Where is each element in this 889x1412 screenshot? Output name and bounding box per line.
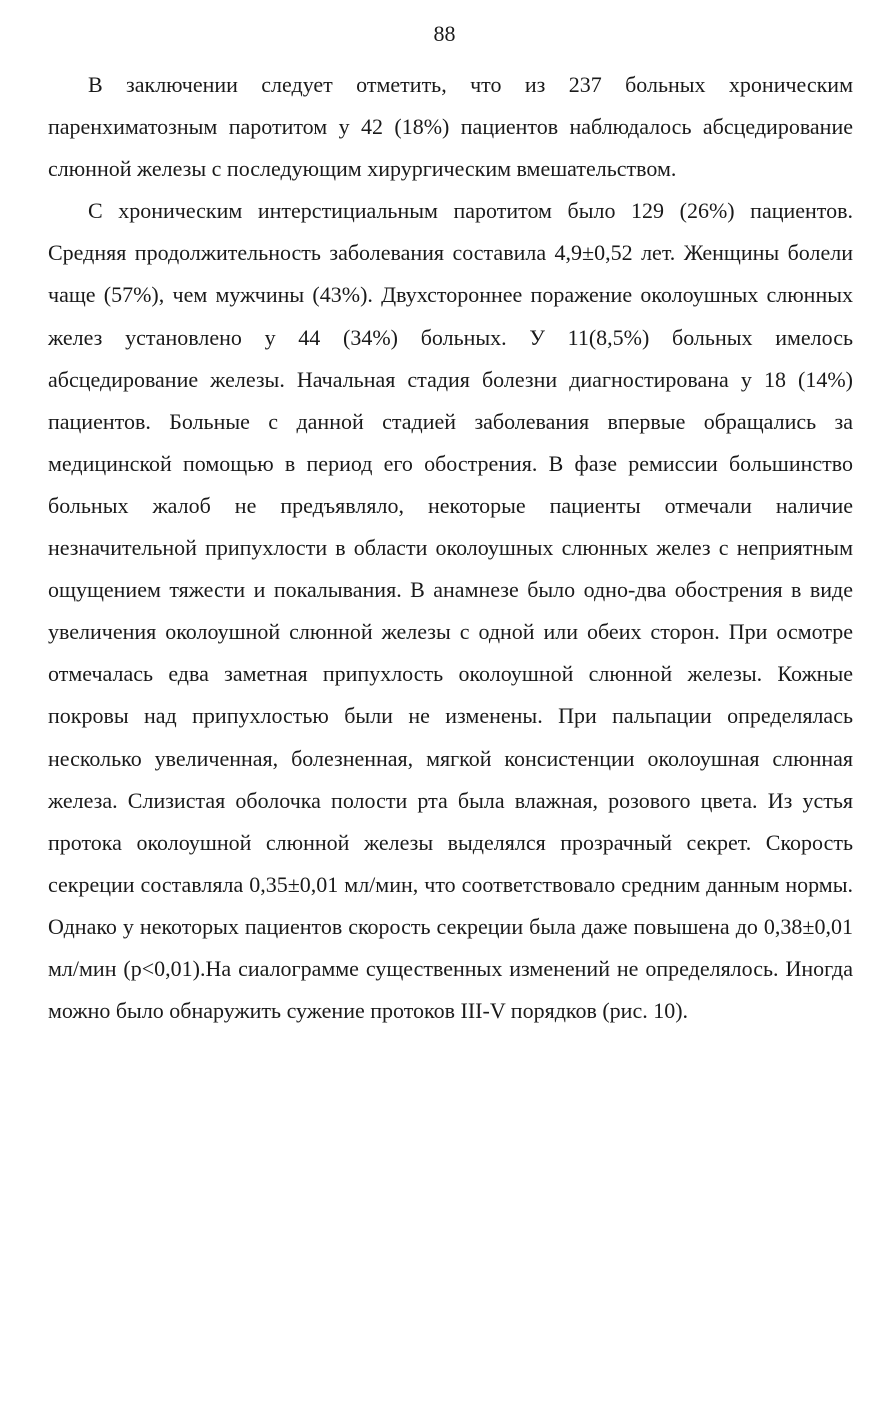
page-number: 88 [433,21,456,46]
paragraph-conclusion: В заключении следует отметить, что из 237 больных хроническим паренхиматозным паротитом у 42 (18%) пациентов наблюдалось абсцедирование слюнной железы с последующим хирургическим вмешательством. [48,72,853,182]
paragraph-interstitial-parotitis: С хроническим интерстициальным паротитом было 129 (26%) пациентов. Средняя продолжительность заболевания составила 4,9±0,52 лет. Женщины болели чаще (57%), чем мужчины (43%). Двухстороннее поражение околоушных слюнных желез установлено у 44 (34%) больных. У 11(8,5%) больных имелось абсцедирование железы. Начальная стадия болезни диагностирована у 18 (14%) пациентов. Больные с данной стадией заболевания впервые обращались за медицинской помощью в период его обострения. В фазе ремиссии большинство больных жалоб не предъявляло, некоторые пациенты отмечали наличие незначительной припухлости в области околоушных слюнных желез с неприятным ощущением тяжести и покалывания. В анамнезе было одно-два обострения в виде увеличения околоушной слюнной железы с одной или обеих сторон. При осмотре отмечалась едва заметная припухлость околоушной слюнной железы. Кожные покровы над припухлостью были не изменены. При пальпации определялась несколько увеличенная, болезненная, мягкой консистенции околоушная слюнная железа. Слизистая оболочка полости рта была влажная, розового цвета. Из устья протока околоушной слюнной железы выделялся прозрачный секрет. Скорость секреции составляла 0,35±0,01 мл/мин, что соответствовало средним данным нормы. Однако у некоторых пациентов скорость секреции была даже повышена до 0,38±0,01 мл/мин (р<0,01).На сиалограмме существенных изменений не определялось. Иногда можно было обнаружить сужение протоков III-V порядков (рис. 10). [48,198,853,1024]
body-text [48,64,853,1032]
